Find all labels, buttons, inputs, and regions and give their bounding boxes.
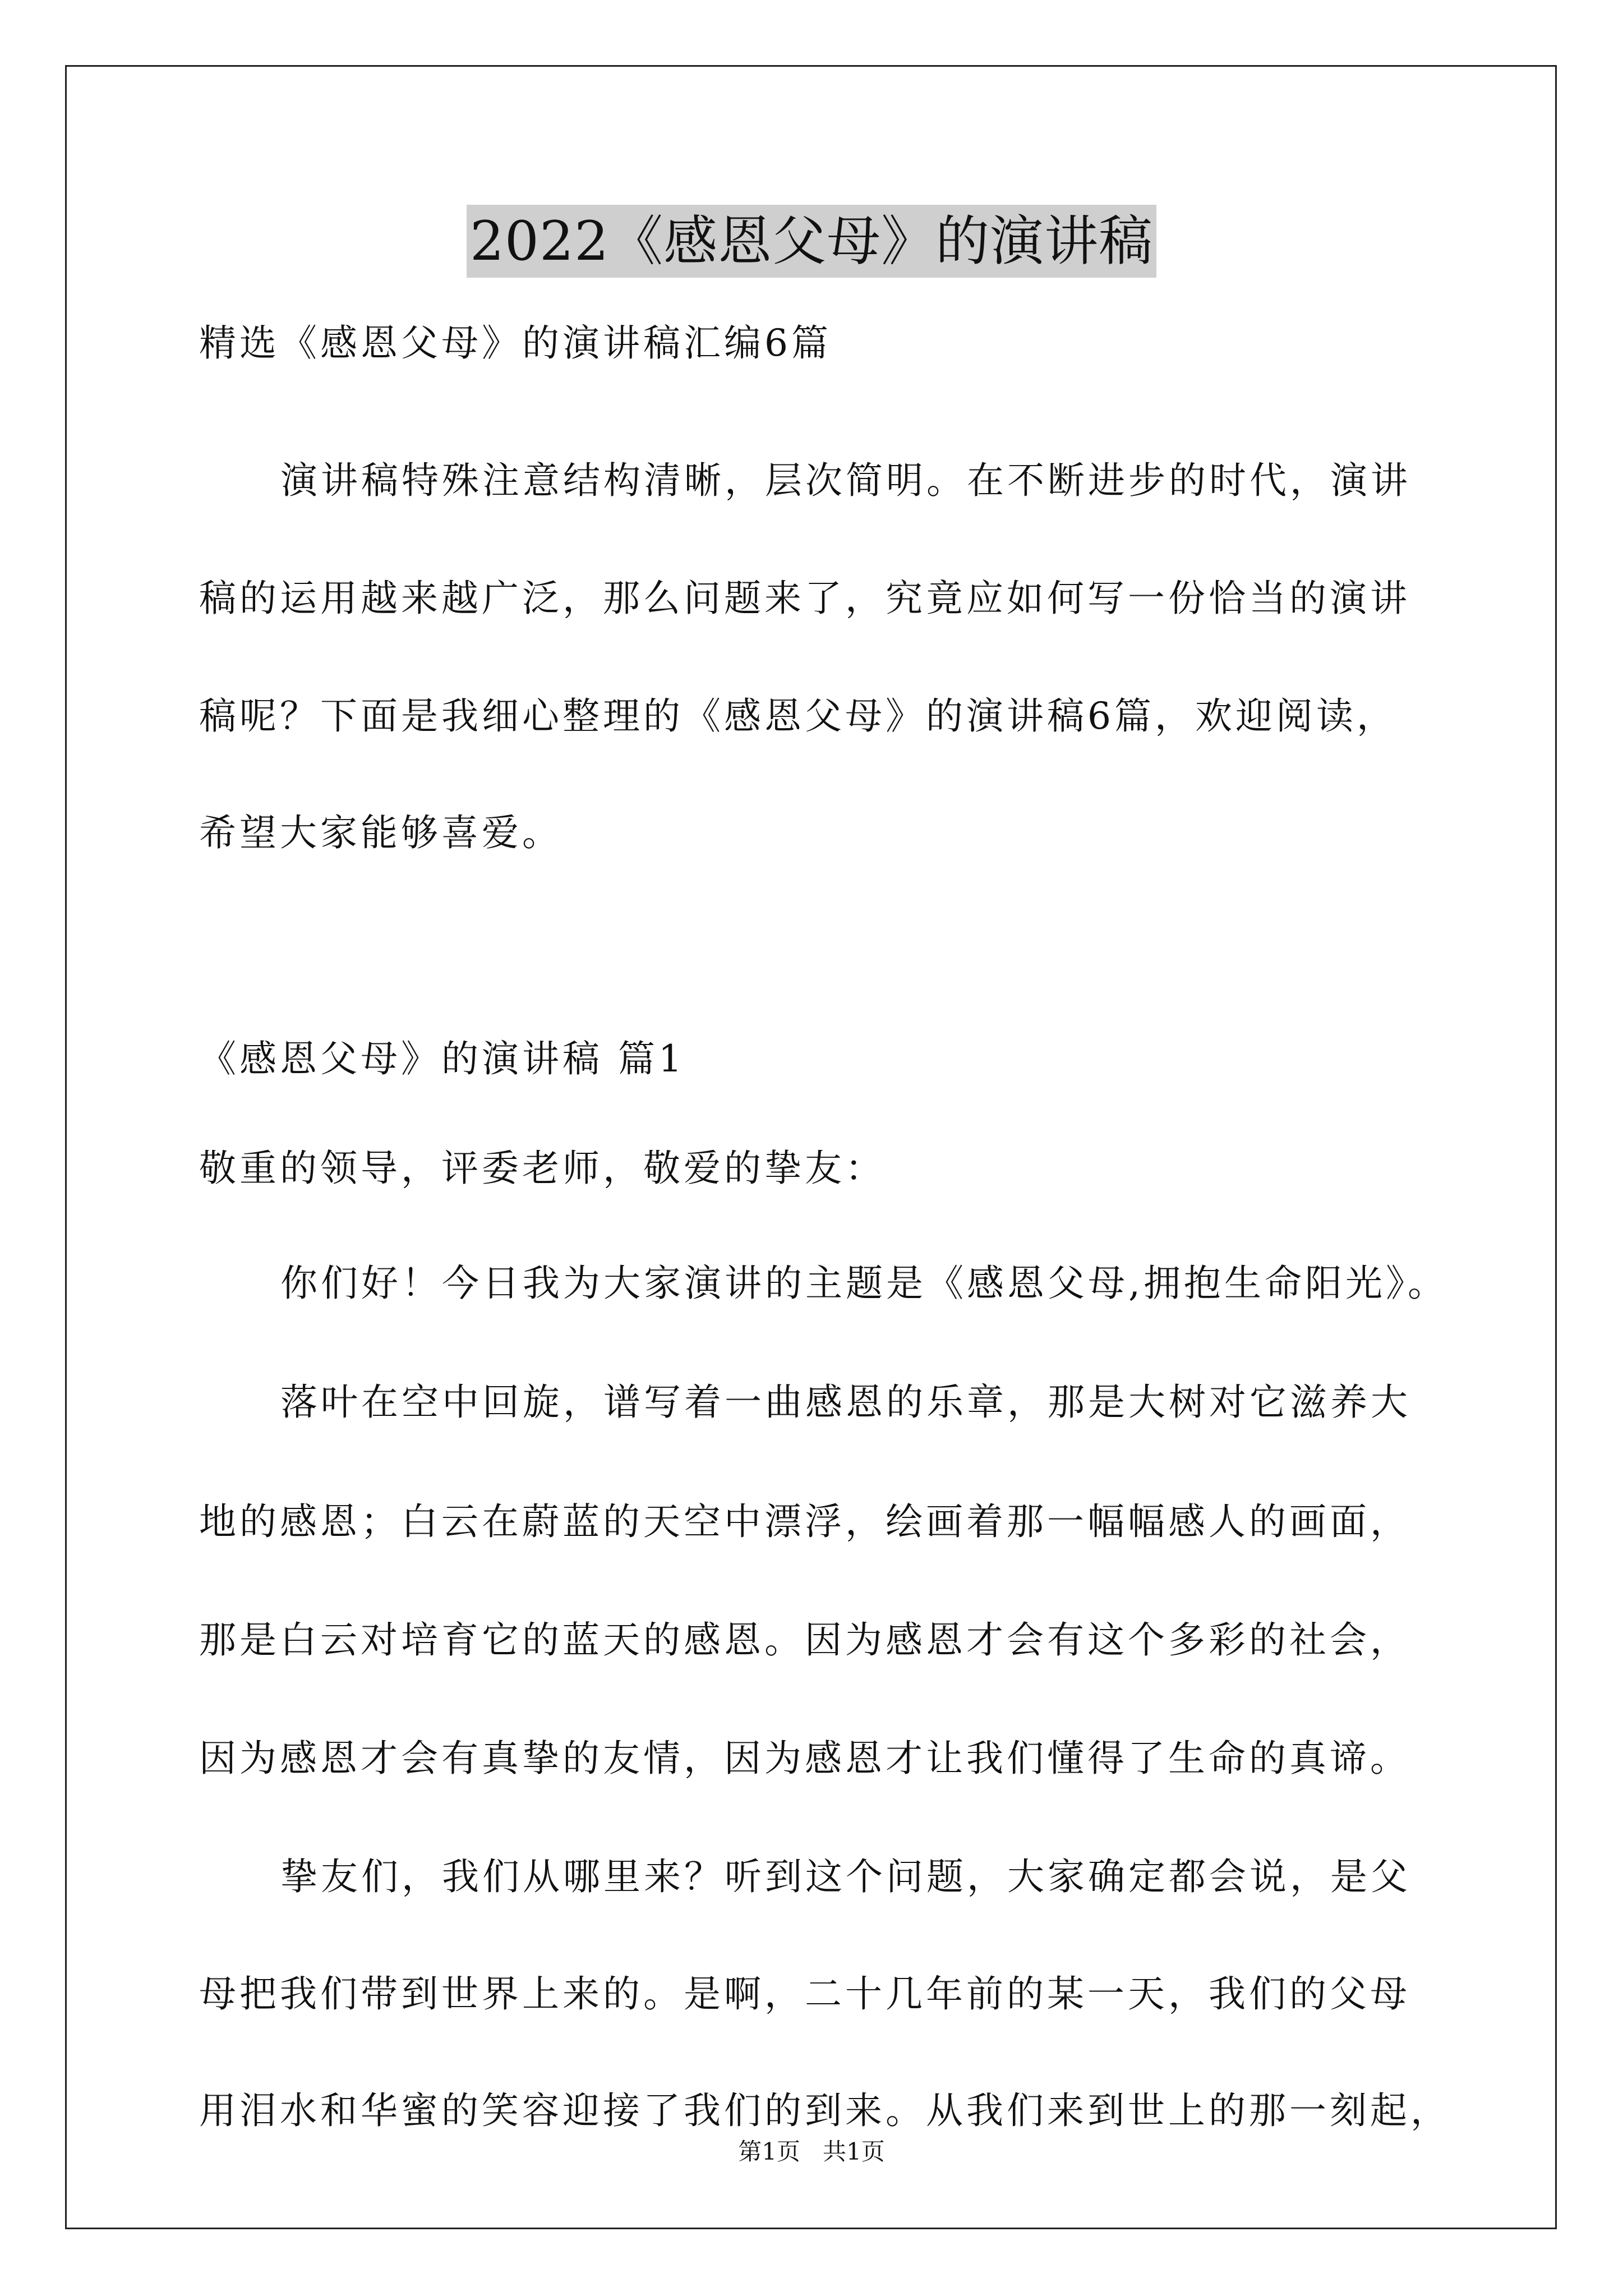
paragraph-line: 用泪水和华蜜的笑容迎接了我们的到来。从我们来到世上的那一刻起，: [199, 2089, 1451, 2132]
intro-line: 希望大家能够喜爱。: [199, 811, 562, 854]
intro-line: 演讲稿特殊注意结构清晰，层次简明。在不断进步的时代，演讲: [280, 459, 1411, 502]
intro-line: 稿呢？下面是我细心整理的《感恩父母》的演讲稿6篇，欢迎阅读，: [199, 694, 1397, 738]
document-subtitle: 精选《感恩父母》的演讲稿汇编6篇: [199, 321, 832, 365]
paragraph-line: 挚友们，我们从哪里来？听到这个问题，大家确定都会说，是父: [280, 1855, 1411, 1898]
paragraph-line: 母把我们带到世界上来的。是啊，二十几年前的某一天，我们的父母: [199, 1972, 1410, 2016]
section-heading: 《感恩父母》的演讲稿 篇1: [199, 1037, 685, 1080]
paragraph-line: 落叶在空中回旋，谱写着一曲感恩的乐章，那是大树对它滋养大: [280, 1381, 1411, 1424]
title-container: [0, 205, 1623, 278]
paragraph-line: 因为感恩才会有真挚的友情，因为感恩才让我们懂得了生命的真谛。: [199, 1737, 1410, 1780]
greeting: 你们好！今日我为大家演讲的主题是《感恩父母,拥抱生命阳光》。: [280, 1262, 1448, 1305]
page-footer: 第1页 共1页: [738, 2138, 885, 2165]
document-title: 2022《感恩父母》的演讲稿: [467, 205, 1156, 278]
salutation: 敬重的领导，评委老师，敬爱的挚友：: [199, 1147, 886, 1190]
paragraph-line: 地的感恩；白云在蔚蓝的天空中漂浮，绘画着那一幅幅感人的画面，: [199, 1500, 1410, 1543]
intro-line: 稿的运用越来越广泛，那么问题来了，究竟应如何写一份恰当的演讲: [199, 577, 1410, 620]
paragraph-line: 那是白云对培育它的蓝天的感恩。因为感恩才会有这个多彩的社会，: [199, 1618, 1410, 1662]
